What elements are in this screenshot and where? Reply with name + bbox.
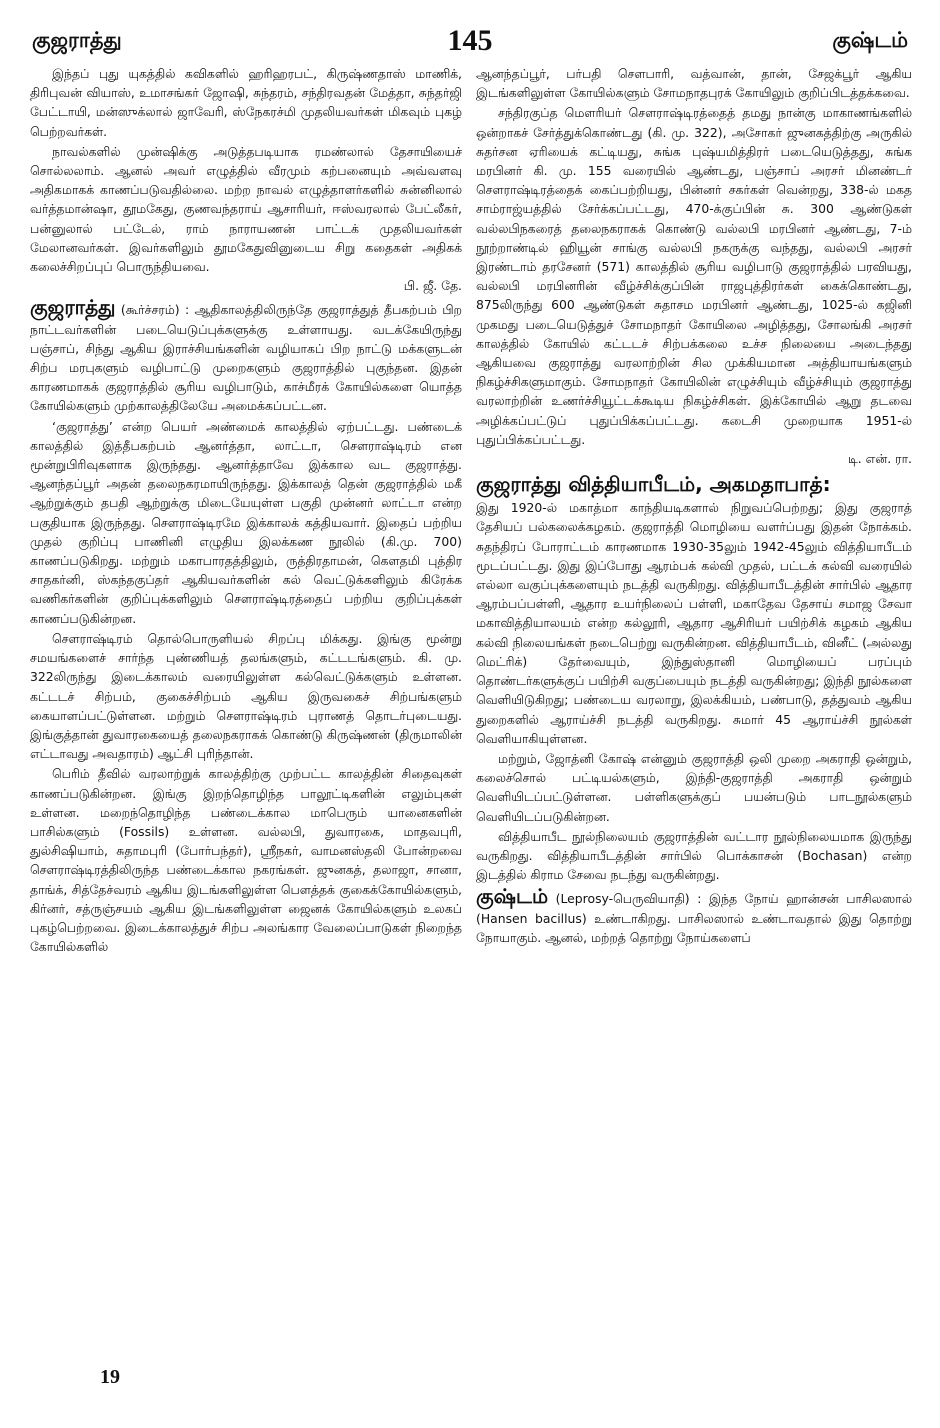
paragraph: ஆனந்தப்பூர், பர்பதி சௌபாரி, வத்வான், தான், சேஜக்பூர் ஆகிய இடங்களிலுள்ள கோயில்களும் சோமநாதபுரக் கோயிலும் குறிப்பிடத்தக்கவை. <box>476 66 912 101</box>
paragraph-text: சந்திரகுப்த மௌரியர் சௌராஷ்டிரத்தைத் தமது நான்கு மாகாணங்களில் ஒன்றாகச் சேர்த்துக்கொண்டது (கி. மு. 322), அசோகர் ஜுனகத்திற்கு அருகில் சுதர்சன ஏரியைக் கட்டியது, சுங்க புஷ்யமித்திரர் படையெடுத்தது, சுங்க மரபினர் கி. மு. 155 வரையில் ஆண்டது, பஞ்சாப் அரசர் மினண்டர் சௌராஷ்டிரத்தைக் கைப்பற்றியது, பின்னர் சகர்கள் வென்றது, 338-ல் மகத சாம்ராஜ்யத்தில் சேர்க்கப்பட்டது, 470-க்குப்பின் சு. 300 ஆண்டுகள் வல்லபிநகரைத் தலைநகராகக் கொண்டு வல்லபி மரபினர் ஆண்டது, 7-ம் நூற்றாண்டில் ஹியூன் சாங்கு வல்லபி நகருக்கு வந்தது, வல்லபி அரசர் இரண்டாம் தரசேனர் (571) காலத்தில் சூரிய வழிபாடு குஜராத்தில் பரவியது, வல்லபி மரபினரின் வீழ்ச்சிக்குப்பின் ராஜபுத்திரர்கள் கைக்கொண்டது, 875லிருந்து 600 ஆண்டுகள் சுதாசம மரபினர் ஆண்டது, 1025-ல் கஜினி முகமது படையெடுத்துச் சோமநாதர் கோயிலை அழித்தது, சோலங்கி அரசர் காலத்தில் கோயில் கட்டடச் சிற்பக்கலை உச்ச நிலையை அடைந்தது ஆகியவை குஜராத்து வரலாற்றின் சில முக்கியமான அத்தியாயங்களும் நிகழ்ச்சிகளுமாகும். சோமநாதர் கோயிலின் எழுச்சியும் வீழ்ச்சியும் குஜராத்து வரலாற்றின் உணர்ச்சியூட்டக்கூடிய நிகழ்ச்சிகள். இக்கோயில் ஆறு தடவை அழிக்கப்பட்டுப் புதுப்பிக்கப்பட்டது. கடைசி முறையாக 1951-ல் புதுப்பிக்கப்பட்டது. <box>476 105 912 447</box>
paragraph-text: இந்த நோய் ஹான்சன் பாசிலஸால் (Hansen bacillus) உண்டாகிறது. பாசிலஸால் உண்டாவதால் இது தொற்று நோயாகும். ஆனல், மற்றத் தொற்று நோய்களைப் <box>476 891 912 945</box>
paragraph: சௌராஷ்டிரம் தொல்பொருளியல் சிறப்பு மிக்கது. இங்கு மூன்று சமயங்களைச் சார்ந்த புண்ணியத் தலங்களும், கட்டடங்களும். கி. மு. 322லிருந்து இடைக்காலம் வரையிலுள்ள கல்வெட்டுக்களும் உள்ளன. கட்டடச் சிற்பம், குகைச்சிற்பம் ஆகிய இருவகைச் சிற்பங்களும் கையாளப்பட்டுள்ளன. மற்றும் சௌராஷ்டிரம் புராணத் தொடர்புடையது. இங்குத்தான் துவாரகையைத் தலைநகராகக் கொண்டு கிருஷ்ணன் (திருமாலின் எட்டாவது அவதாரம்) ஆட்சி புரிந்தான். <box>30 630 462 762</box>
paragraph: இது 1920-ல் மகாத்மா காந்தியடிகளால் நிறுவப்பெற்றது; இது குஜராத் தேசியப் பல்கலைக்கழகம். குஜராத்தி மொழியை வளர்ப்பது இதன் நோக்கம். சுதந்திரப் போராட்டம் காரணமாக 1930-35லும் 1942-45லும் வித்தியாபீடம் மூடப்பட்டது. இது இப்போது ஆரம்பக் கல்வி முதல், பட்டக் கல்வி வரையில் எல்லா வகுப்புக்களையும் நடத்தி வருகிறது. வித்தியாபீடத்தின் சார்பில் ஆதார ஆரம்பப்பள்ளி, ஆதார உயர்நிலைப் பள்ளி, மகாதேவ தேசாய் சமாஜ சேவா மகாவித்தியாலயம் என்ற கல்லூரி, ஆதார ஆசிரியர் பயிற்சிக் கழகம் ஆகிய கல்வி நிலையங்கள் நடைபெற்று வருகின்றன. வித்தியாபீடம், வினீட் (அல்லது மெட்ரிக்) தேர்வையும், இந்துஸ்தானி மொழியைப் பரப்பும் தொண்டர்களுக்குப் பயிற்சி வகுப்பையும் நடத்தி வருகின்றது; இந்தி நூல்களை வெளியிடுகிறது; பண்டைய வரலாறு, இலக்கியம், பண்பாடு, தத்துவம் ஆகிய துறைகளில் ஆராய்ச்சி நடத்தி வருகிறது. சுமார் 45 ஆராய்ச்சி நூல்கள் வெளியாகியுள்ளன. <box>476 500 912 746</box>
entry-subheading: (கூர்ச்சரம்) : <box>120 302 190 318</box>
author-initials: பி. ஜீ. தே. <box>403 278 462 294</box>
entry-paragraph <box>30 296 462 415</box>
paragraph: ‘குஜராத்து’ என்ற பெயர் அண்மைக் காலத்தில் ஏற்பட்டது. பண்டைக் காலத்தில் இத்தீபகற்பம் ஆனர்த்தா, லாட்டா, சௌராஷ்டிரம் என மூன்றுபிரிவுகளாக இருந்தது. ஆனர்த்தாவே இக்கால வட குஜராத்து. ஆனந்தப்பூர் அதன் தலைநகரமாயிருந்தது. இக்காலத் தென் குஜராத்தில் மகீ ஆற்றுக்கும் தபதி ஆற்றுக்கு மிடையேயுள்ள பகுதி முன்னர் லாட்டா என்ற பகுதியாக இருந்தது. சௌராஷ்டிரமே இக்காலக் கத்தியவார். இதைப் பற்றிய முதல் குறிப்பு பாணினி எழுதிய இலக்கண நூலில் (கி.மு. 700) காணப்படுகிறது. மற்றும் மகாபாரதத்திலும், ருத்திரதாமன், கௌதமி புத்திர சாதகர்னி, ஸ்கந்தகுப்தர் ஆகியவர்களின் கல் வெட்டுக்களிலும் கிரேக்க வணிகர்களின் குறிப்புக்களிலும் சௌராஷ்டிரத்தைப் பற்றிய குறிப்புக்கள் காணப்படுகின்றன. <box>30 418 462 626</box>
paragraph <box>30 142 462 296</box>
page-header <box>32 24 908 64</box>
entry-heading: குஷ்டம் <box>476 884 549 909</box>
left-column <box>30 64 462 1369</box>
right-column <box>476 64 912 1369</box>
paragraph <box>476 103 912 468</box>
paragraph: இந்தப் புது யுகத்தில் கவிகளில் ஹரிஹரபட், கிருஷ்ணதாஸ் மாணிக், திரிபுவன் வியாஸ், உமாசங்கர் ஜோஷி, சுந்தரம், சந்திரவதன் மேத்தா, சுந்தர்ஜி பேட்டாயி, மன்ஸுக்லால் ஜாவேரி, ஸ்நேகரச்மி முதலியவர்கள் மிகவும் புகழ் பெற்றவர்கள். <box>30 66 462 139</box>
entry-heading: குஜராத்து வித்தியாபீடம், அகமதாபாத்: <box>476 472 831 497</box>
author-initials: டி. என். ரா. <box>847 451 912 467</box>
paragraph: பெரிம் தீவில் வரலாற்றுக் காலத்திற்கு முற்பட்ட காலத்தின் சிதைவுகள் காணப்படுகின்றன. இங்கு இறந்தொழிந்த பாலூட்டிகளின் எலும்புகள் உள்ளன. மறைந்தொழிந்த பண்டைக்கால மாபெரும் யானைகளின் பாசில்களும் (Fossils) உள்ளன. வல்லபி, துவாரகை, மாதவபுரி, துல்சிஷியாம், சுதாமபுரி (போர்பந்தர்), ஸ்ரீநகர், வாமனஸ்தலி போன்றவை சௌராஷ்டிரத்திலிருந்த பண்டைக்கால நகரங்கள். ஜுனகத், தலாஜா, சானா, தாங்க், சித்தேச்வரம் ஆகிய இடங்களிலுள்ள பௌத்தக் குகைக்கோயில்களும், கிர்னர், சத்ருஞ்சயம் ஆகிய இடங்களிலுள்ள ஜைனக் கோயில்களும் உலகப் புகழ்பெற்றவை. இடைக்காலத்துச் சிற்ப அலங்கார வேலைப்பாடுகள் நிறைந்த கோயில்களில் <box>30 766 462 955</box>
running-head-left: குஜராத்து <box>32 28 122 52</box>
signature-mark: 19 <box>100 1366 120 1388</box>
paragraph: வித்தியாபீட நூல்நிலையம் குஜராத்தின் வட்டார நூல்நிலையமாக இருந்து வருகிறது. வித்தியாபீடத்தின் சார்பில் பொக்காசன் (Bochasan) என்ற இடத்தில் கிராம சேவை நடந்து வருகின்றது. <box>476 828 912 883</box>
running-head-right: குஷ்டம் <box>832 28 908 52</box>
page-number-top: 145 <box>447 24 493 57</box>
entry-paragraph <box>476 885 912 947</box>
paragraph-text: நாவல்களில் முன்ஷிக்கு அடுத்தபடியாக ரமண்லால் தேசாயியைச் சொல்லலாம். ஆனல் அவர் எழுத்தில் வீரமும் கற்பனையும் அவ்வளவு அதிகமாகக் காணப்படுவதில்லை. மற்ற நாவல் எழுத்தாளர்களில் சுன்னிலால் வர்த்தமான்ஷா, தூமகேது, குணவந்தராய் ஆசாரியர், ஈஸ்வரலால் பேட்லீகர், பன்னுலால் பட்டேல், ராம் நாராயணன் பாட்டக் முதலியவர்கள் மேலானவர்கள். இவர்களிலும் தூமகேதுவினுடைய சிறு கதைகள் அதிகக் கலைச்சிறப்புப் பொருந்தியவை. <box>30 143 462 275</box>
entry-subheading: (Leprosy-பெருவியாதி) : <box>555 891 702 907</box>
entry-heading: குஜராத்து <box>30 295 116 320</box>
paragraph: மற்றும், ஜோத்னி கோஷ் என்னும் குஜராத்தி ஒலி முறை அகராதி ஒன்றும், கலைச்சொல் பட்டியல்களும், இந்தி-குஜராத்தி அகராதி ஒன்றும் வெளியிடப்பட்டுள்ளன. பள்ளிகளுக்குப் பயன்படும் பாடநூல்களும் வெளியிடப்படுகின்றன. <box>476 750 912 824</box>
paragraph-text: ஆதிகாலத்திலிருந்தே குஜராத்துத் தீபகற்பம் பிற நாட்டவர்களின் படையெடுப்புக்களுக்கு உள்ளாயது. வடக்கேயிருந்து பஞ்சாப், சிந்து ஆகிய இராச்சியங்களின் வழியாகப் பிற நாட்டு மக்களுடன் சிற்ப மரபுகளும் வழிபாட்டு முறைகளும் குஜராத்தில் புகுந்தன. இதன் காரணமாகக் குஜராத்தில் சூரிய வழிபாடும், காச்மீரக் கோயில்களை யொத்த கோயில்களும் முற்காலத்திலேயே அமைக்கப்பட்டன. <box>30 302 462 414</box>
